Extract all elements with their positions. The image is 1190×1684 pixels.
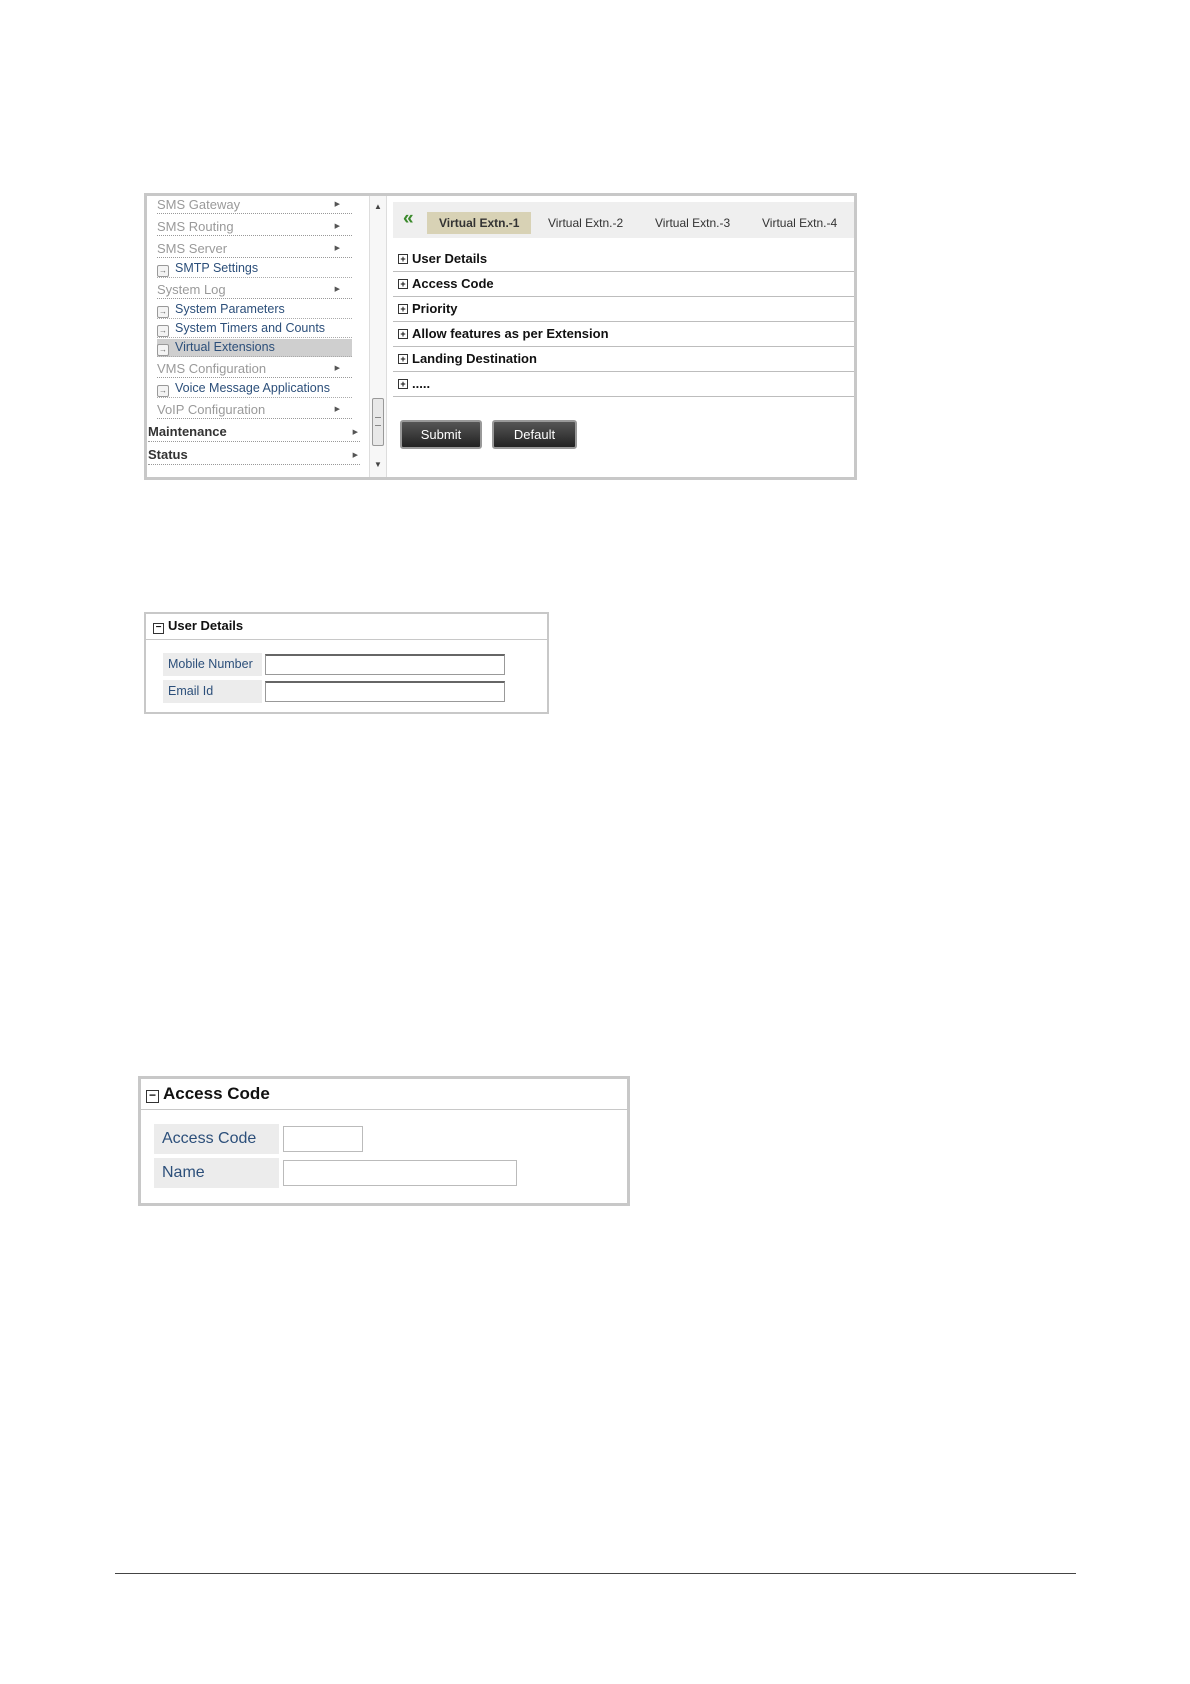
virtual-extensions-screenshot <box>144 193 857 480</box>
menu-item-label: System Log <box>157 282 226 297</box>
grip-icon <box>375 417 381 426</box>
mobile-number-label: Mobile Number <box>163 653 262 676</box>
section-label: Priority <box>412 301 458 316</box>
page-link-icon: → <box>159 266 167 275</box>
menu-scrollbar[interactable] <box>369 196 387 477</box>
menu-item-virtual-extensions[interactable] <box>157 339 352 357</box>
menu-item-maintenance[interactable] <box>148 422 360 442</box>
user-details-screenshot <box>144 612 549 714</box>
submenu-arrow-icon: ▶ <box>334 365 340 372</box>
expand-plus-icon: + <box>398 354 408 364</box>
section-more[interactable] <box>393 372 854 397</box>
menu-item-sms-routing[interactable] <box>157 218 352 236</box>
tab-virtual-extn-3[interactable]: Virtual Extn.-3 <box>655 216 731 230</box>
section-label: User Details <box>412 251 488 266</box>
menu-item-system-log[interactable] <box>157 281 352 299</box>
menu-item-label: System Parameters <box>175 302 285 316</box>
scroll-up-icon[interactable]: ▲ <box>374 202 382 211</box>
content-panel <box>388 196 854 477</box>
menu-item-voip-configuration[interactable] <box>157 401 352 419</box>
menu-item-label: SMS Routing <box>157 219 234 234</box>
menu-item-voice-message-applications[interactable] <box>157 380 352 398</box>
menu-item-label: Voice Message Applications <box>175 381 330 395</box>
expand-plus-icon: + <box>398 279 408 289</box>
tab-virtual-extn-4[interactable]: Virtual Extn.-4 <box>762 216 838 230</box>
access-code-label: Access Code <box>154 1124 279 1154</box>
section-label: ..... <box>412 376 431 391</box>
section-title: User Details <box>168 618 244 633</box>
submenu-arrow-icon: ▶ <box>334 406 340 413</box>
section-access-code[interactable] <box>393 272 854 297</box>
menu-item-sms-gateway[interactable] <box>157 196 352 214</box>
section-user-details[interactable] <box>393 247 854 272</box>
menu-item-label: SMS Server <box>157 241 228 256</box>
access-code-screenshot <box>138 1076 630 1206</box>
section-priority[interactable] <box>393 297 854 322</box>
name-label: Name <box>154 1158 279 1188</box>
menu-item-vms-configuration[interactable] <box>157 360 352 378</box>
menu-item-label: SMTP Settings <box>175 261 259 275</box>
menu-item-smtp-settings[interactable] <box>157 260 352 278</box>
access-code-header[interactable] <box>141 1079 627 1110</box>
menu-item-label: Maintenance <box>148 424 227 439</box>
submenu-arrow-icon: ▶ <box>334 286 340 293</box>
section-label: Access Code <box>412 276 494 291</box>
menu-item-system-timers-and-counts[interactable] <box>157 320 352 338</box>
submit-button[interactable]: Submit <box>400 420 482 449</box>
expand-plus-icon: + <box>398 254 408 264</box>
menu-item-label: System Timers and Counts <box>175 321 326 335</box>
submenu-arrow-icon: ▶ <box>334 223 340 230</box>
menu-item-label: SMS Gateway <box>157 197 241 212</box>
navigation-menu <box>147 196 364 477</box>
page-link-icon: → <box>159 345 167 354</box>
name-input[interactable] <box>283 1160 517 1186</box>
page-link-icon: → <box>159 307 167 316</box>
submenu-arrow-icon: ▶ <box>352 429 358 436</box>
email-id-input[interactable] <box>265 681 505 702</box>
submenu-arrow-icon: ▶ <box>334 245 340 252</box>
collapse-minus-icon: − <box>153 623 164 634</box>
submenu-arrow-icon: ▶ <box>334 201 340 208</box>
section-landing-destination[interactable] <box>393 347 854 372</box>
section-allow-features[interactable] <box>393 322 854 347</box>
section-title: Access Code <box>163 1084 270 1103</box>
footer-divider <box>115 1573 1076 1574</box>
menu-item-system-parameters[interactable] <box>157 301 352 319</box>
menu-item-label: VMS Configuration <box>157 361 267 376</box>
menu-item-sms-server[interactable] <box>157 240 352 258</box>
scroll-thumb[interactable] <box>372 398 384 446</box>
user-details-header[interactable] <box>146 614 547 640</box>
menu-item-status[interactable] <box>148 445 360 465</box>
scroll-down-icon[interactable]: ▼ <box>374 460 382 469</box>
mobile-number-input[interactable] <box>265 654 505 675</box>
email-id-label: Email Id <box>163 680 262 703</box>
tab-virtual-extn-2[interactable]: Virtual Extn.-2 <box>548 216 624 230</box>
page-link-icon: → <box>159 386 167 395</box>
page-link-icon: → <box>159 326 167 335</box>
access-code-input[interactable] <box>283 1126 363 1152</box>
double-chevron-left-icon[interactable]: « <box>403 208 414 229</box>
submenu-arrow-icon: ▶ <box>352 452 358 459</box>
section-label: Landing Destination <box>412 351 537 366</box>
extension-tabbar <box>393 202 854 238</box>
tab-virtual-extn-1[interactable]: Virtual Extn.-1 <box>427 212 531 234</box>
section-label: Allow features as per Extension <box>412 326 609 341</box>
menu-item-label: Status <box>148 447 188 462</box>
menu-item-label: Virtual Extensions <box>175 340 275 354</box>
expand-plus-icon: + <box>398 329 408 339</box>
expand-plus-icon: + <box>398 379 408 389</box>
menu-item-label: VoIP Configuration <box>157 402 266 417</box>
collapse-minus-icon: − <box>146 1090 159 1103</box>
default-button[interactable]: Default <box>492 420 577 449</box>
expand-plus-icon: + <box>398 304 408 314</box>
